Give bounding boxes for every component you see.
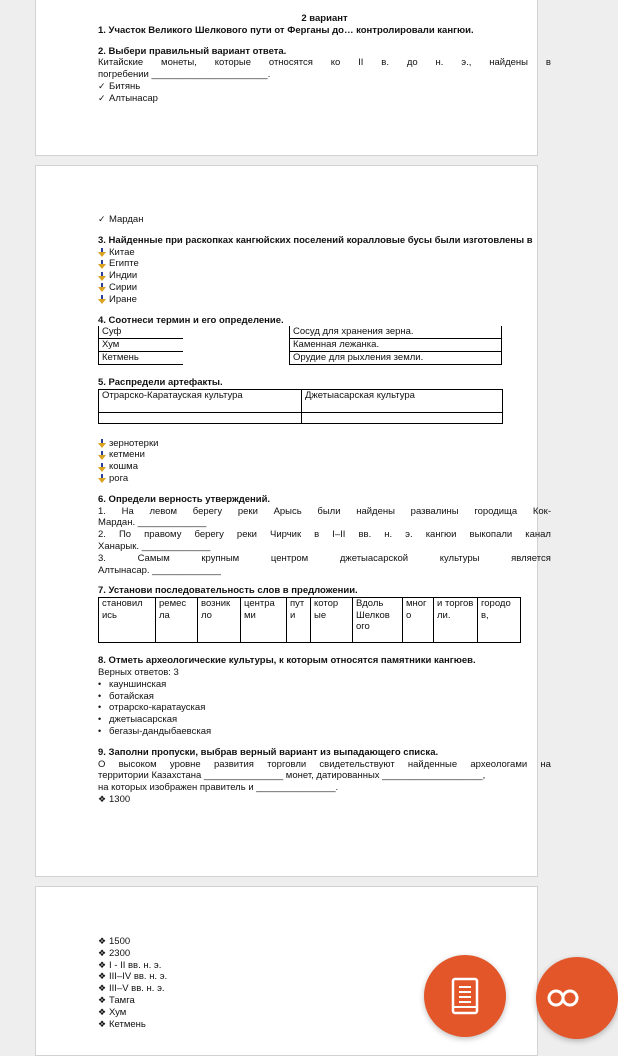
diamond-icon: ❖ <box>98 947 107 958</box>
arrow-down-icon <box>98 272 109 281</box>
dropdown-option[interactable]: ❖ Тамга <box>98 994 135 1006</box>
question-9-text-line2[interactable]: территории Казахстана _______________ монет, датированных ___________________, <box>98 770 486 782</box>
term-cell[interactable]: Хум <box>99 339 184 352</box>
matching-table <box>98 326 502 364</box>
answer-option[interactable]: • ботайская <box>98 690 154 702</box>
answer-option[interactable]: ✓ Алтынасар <box>98 92 158 104</box>
word-tile[interactable]: Вдоль Шелков ого <box>353 598 403 643</box>
document-reader-button[interactable] <box>424 955 506 1037</box>
sorting-table <box>98 389 503 424</box>
bullet-icon: • <box>98 725 102 736</box>
diamond-icon: ❖ <box>98 1006 107 1017</box>
answer-option[interactable]: Сирии <box>98 282 551 294</box>
dropdown-option[interactable]: ❖ 1300 <box>98 793 131 805</box>
word-tile[interactable]: становил ись <box>99 598 156 643</box>
word-tile[interactable]: пут и <box>287 598 311 643</box>
answer-option[interactable]: ✓ Мардан <box>98 214 144 225</box>
document-page-2 <box>35 165 551 877</box>
word-tile[interactable]: городо в, <box>478 598 521 643</box>
question-1: 1. Участок Великого Шелкового пути от Ферганы до… контролировали кангюи. <box>98 24 474 36</box>
bullet-icon: • <box>98 690 102 701</box>
diamond-icon: ❖ <box>98 983 107 994</box>
term-cell[interactable]: Кетмень <box>99 351 184 364</box>
arrow-down-icon <box>98 260 109 269</box>
statement-3-answer[interactable]: Алтынасар. _____________ <box>98 564 221 576</box>
statement-1-answer[interactable]: Мардан. _____________ <box>98 517 207 529</box>
check-icon: ✓ <box>98 92 106 103</box>
drop-zone[interactable] <box>302 412 503 423</box>
word-tile[interactable]: котор ые <box>311 598 353 643</box>
word-tile[interactable]: возник ло <box>198 598 241 643</box>
question-2-text: Китайские монеты, которые относятся ко II в. до н. э., найдены в <box>98 57 551 69</box>
diamond-icon: ❖ <box>98 971 107 982</box>
definition-cell[interactable]: Каменная лежанка. <box>290 339 502 352</box>
arrow-down-icon <box>98 295 109 304</box>
diamond-icon: ❖ <box>98 936 107 946</box>
diamond-icon: ❖ <box>98 994 107 1005</box>
dropdown-option[interactable]: ❖ III–IV вв. н. э. <box>98 971 168 983</box>
question-8-title: 8. Отметь археологические культуры, к которым относятся памятники кангюев. <box>98 655 476 667</box>
document-icon <box>450 977 480 1015</box>
drop-zone[interactable] <box>99 412 302 423</box>
check-icon: ✓ <box>98 214 106 224</box>
arrow-down-icon <box>98 283 109 292</box>
diamond-icon: ❖ <box>98 1018 107 1029</box>
definition-cell[interactable]: Сосуд для хранения зерна. <box>290 326 502 338</box>
share-button[interactable] <box>536 957 618 1039</box>
column-header: Джетыасарская культура <box>302 389 503 412</box>
definition-cell[interactable]: Орудие для рыхления земли. <box>290 351 502 364</box>
diamond-icon: ❖ <box>98 959 107 970</box>
question-3-title: 3. Найденные при раскопках кангюйских поселений коралловые бусы были изготовлены в <box>98 234 533 246</box>
dropdown-option[interactable]: ❖ 1500 <box>98 936 131 947</box>
word-tile[interactable]: ремес ла <box>156 598 198 643</box>
dropdown-option[interactable]: ❖ I - II вв. н. э. <box>98 959 162 971</box>
dropdown-option[interactable]: ❖ Хум <box>98 1006 127 1018</box>
question-9-text: О высоком уровне развития торговли свидетельствуют найденные археологами на <box>98 758 551 770</box>
dropdown-option[interactable]: ❖ 2300 <box>98 947 131 959</box>
word-order-table <box>98 597 521 643</box>
check-icon: ✓ <box>98 80 106 91</box>
link-icon <box>542 985 584 1011</box>
statement-2-answer[interactable]: Ханарык. _____________ <box>98 540 211 552</box>
statement-1: 1. На левом берегу реки Арысь были найдены развалины городища Кок- <box>98 505 551 517</box>
variant-title: 2 вариант <box>301 13 348 24</box>
draggable-item[interactable]: кошма <box>98 461 551 473</box>
statement-3: 3. Самым крупным центром джетыасарской культуры является <box>98 552 551 564</box>
bullet-icon: • <box>98 678 102 689</box>
answer-option[interactable]: • кауншинская <box>98 678 167 690</box>
question-7-title: 7. Установи последовательность слов в предложении. <box>98 585 358 597</box>
statement-2: 2. По правому берегу реки Чирчик в I–II вв. н. э. кангюи выкопали канал <box>98 529 551 541</box>
question-6-title: 6. Определи верность утверждений. <box>98 493 271 505</box>
bullet-icon: • <box>98 714 102 725</box>
answer-option[interactable]: Индии <box>98 270 551 282</box>
term-cell[interactable]: Суф <box>99 326 184 338</box>
answer-option[interactable]: ✓ Битянь <box>98 80 141 92</box>
answer-option[interactable]: Египте <box>98 258 551 270</box>
question-5-title: 5. Распредели артефакты. <box>98 376 223 388</box>
question-8-hint: Верных ответов: 3 <box>98 666 179 678</box>
answer-option[interactable]: Иране <box>98 294 551 306</box>
arrow-down-icon <box>98 248 109 257</box>
arrow-down-icon <box>98 451 109 460</box>
word-tile[interactable]: и торгов ли. <box>434 598 478 643</box>
column-header: Отрарско-Каратауская культура <box>99 389 302 412</box>
answer-option[interactable]: Китае <box>98 247 551 259</box>
draggable-item[interactable]: рога <box>98 473 551 485</box>
word-tile[interactable]: мног о <box>403 598 434 643</box>
arrow-down-icon <box>98 439 109 448</box>
bullet-icon: • <box>98 702 102 713</box>
word-tile[interactable]: центра ми <box>241 598 287 643</box>
diamond-icon: ❖ <box>98 793 107 804</box>
arrow-down-icon <box>98 463 109 472</box>
draggable-item[interactable]: кетмени <box>98 449 551 461</box>
answer-option[interactable]: • отрарско-каратауская <box>98 702 206 714</box>
question-2-title: 2. Выбери правильный вариант ответа. <box>98 45 287 57</box>
document-page-1 <box>35 0 551 156</box>
question-2-text-line2: погребении ______________________. <box>98 69 271 81</box>
dropdown-option[interactable]: ❖ Кетмень <box>98 1018 146 1030</box>
draggable-item[interactable]: зернотерки <box>98 438 551 450</box>
question-9-text-line3[interactable]: на которых изображен правитель и _______________. <box>98 782 339 794</box>
arrow-down-icon <box>98 474 109 483</box>
question-4-title: 4. Соотнеси термин и его определение. <box>98 314 284 326</box>
question-9-title: 9. Заполни пропуски, выбрав верный вариант из выпадающего списка. <box>98 746 439 758</box>
answer-option[interactable]: • бегазы-дандыбаевская <box>98 725 212 737</box>
answer-option[interactable]: • джетыасарская <box>98 714 178 726</box>
dropdown-option[interactable]: ❖ III–V вв. н. э. <box>98 983 165 995</box>
